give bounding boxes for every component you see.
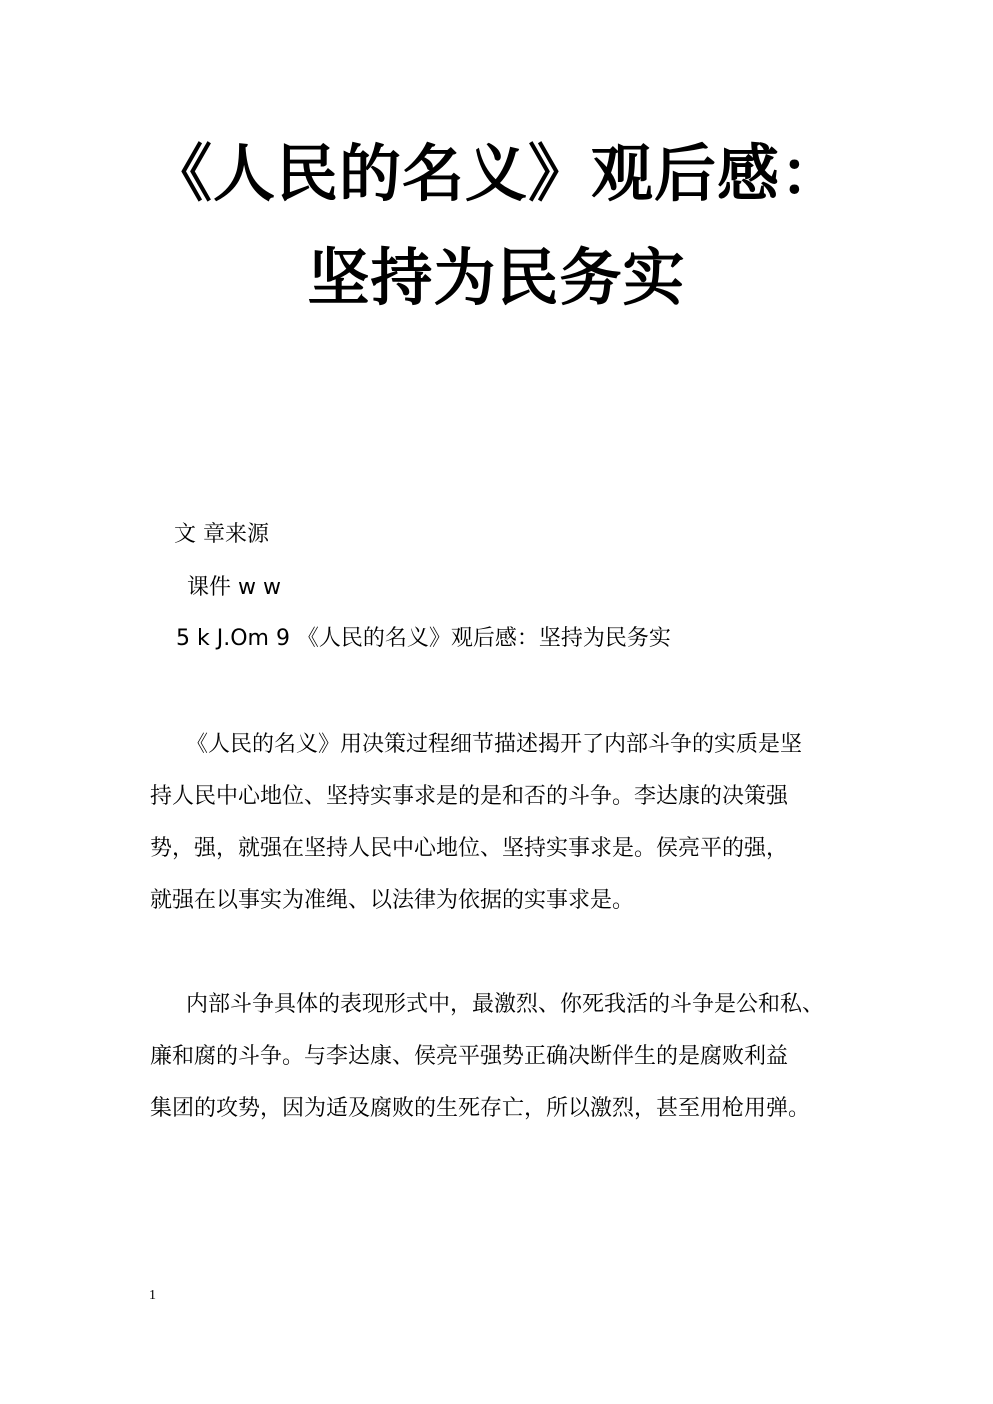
source-url-title: 5 k J.Om 9 《人民的名义》观后感：坚持为民务实 bbox=[176, 626, 671, 651]
document-title-line-2: 坚持为民务实 bbox=[307, 241, 686, 314]
paragraph-1-line-3: 势，强，就强在坚持人民中心地位、坚持实事求是。侯亮平的强， bbox=[150, 836, 789, 861]
paragraph-1-line-4: 就强在以事实为准绳、以法律为依据的实事求是。 bbox=[150, 888, 635, 913]
paragraph-2-line-1: 内部斗争具体的表现形式中，最激烈、你死我活的斗争是公和私、 bbox=[186, 992, 825, 1017]
paragraph-2-line-2: 廉和腐的斗争。与李达康、侯亮平强势正确决断伴生的是腐败利益 bbox=[150, 1044, 789, 1069]
page-number: 1 bbox=[149, 1288, 156, 1303]
source-label: 文 章来源 bbox=[174, 522, 269, 547]
paragraph-1-line-1: 《人民的名义》用决策过程细节描述揭开了内部斗争的实质是坚 bbox=[186, 732, 803, 757]
source-courseware: 课件 w w bbox=[187, 575, 281, 600]
paragraph-1-line-2: 持人民中心地位、坚持实事求是的是和否的斗争。李达康的决策强 bbox=[150, 784, 789, 809]
paragraph-2-line-3: 集团的攻势，因为适及腐败的生死存亡，所以激烈，甚至用枪用弹。 bbox=[150, 1096, 811, 1121]
document-title-line-1: 《人民的名义》观后感： bbox=[149, 137, 843, 210]
